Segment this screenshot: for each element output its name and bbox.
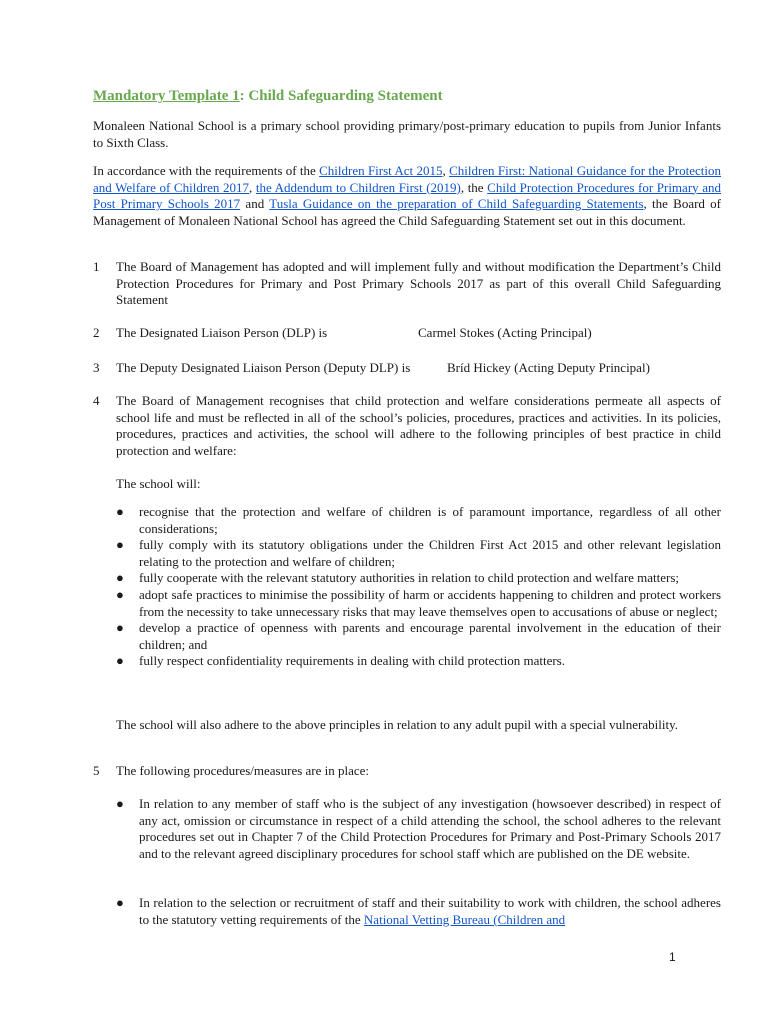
dlp-value: Carmel Stokes (Acting Principal): [418, 325, 592, 340]
bullet-icon: ●: [116, 653, 124, 669]
accordance-text: , the: [460, 179, 488, 195]
accordance-paragraph: [93, 163, 721, 229]
list-item: [93, 653, 721, 670]
bullet-icon: ●: [116, 586, 124, 602]
dlp-label: The Designated Liaison Person (DLP) is: [116, 325, 328, 340]
accordance-text: ,: [442, 163, 450, 178]
page-number: 1: [669, 950, 676, 964]
accordance-text: In accordance with the requirements of the: [93, 163, 320, 178]
measures-bullet-1: [93, 796, 721, 862]
list-item: [93, 895, 721, 928]
bullet-text: fully cooperate with the relevant statutory authorities in relation to child protection and welfare matters;: [139, 570, 680, 586]
item-text: The Board of Management recognises that child protection and welfare considerations permeate all aspects of school life and must be reflected in all of the school’s policies, procedures, practices and activities. In its policies, procedures, practices and activities, the school will adhere to the following principles of best practice in child protection and welfare:: [116, 393, 721, 458]
bullet-text: develop a practice of openness with parents and encourage parental involvement in the education of their children; and: [139, 620, 721, 652]
accordance-text: ,: [249, 179, 256, 195]
school-will-text: The school will:: [116, 476, 201, 491]
template-label: Mandatory Template 1: [93, 88, 240, 104]
bullet-text: In relation to any member of staff who is the subject of any investigation (howsoever described) in respect of any act, omission or circumstance in respect of a child attending the school, the school adheres to the relevant procedures set out in Chapter 7 of the Child Protection Procedures for Primary and Post-Primary Schools 2017 and to the relevant agreed disciplinary procedures for school staff which are published on the DE website.: [139, 796, 721, 861]
item-text: The Board of Management has adopted and will implement fully and without modification the Department’s Child Protection Procedures for Primary and Post Primary Schools 2017 as part of this overall Child Safeguarding Statement: [116, 259, 721, 308]
page-title: [93, 88, 443, 105]
link-tusla-guidance[interactable]: Tusla Guidance on the preparation of Child Safeguarding Statements: [269, 196, 644, 212]
principles-list: [93, 504, 721, 670]
measures-bullet-2: [93, 895, 721, 928]
list-item: [93, 504, 721, 537]
link-addendum[interactable]: the Addendum to Children First (2019): [255, 179, 461, 195]
item-number: 3: [93, 360, 100, 375]
bullet-text: recognise that the protection and welfare of children is of paramount importance, regardless of all other considerations;: [139, 504, 721, 536]
list-item: [93, 537, 721, 570]
item-number: 2: [93, 325, 100, 340]
list-item: [93, 570, 721, 587]
bullet-icon: ●: [116, 537, 124, 553]
bullet-icon: ●: [116, 895, 124, 910]
bullet-icon: ●: [116, 796, 124, 811]
link-children-first-act[interactable]: Children First Act 2015: [319, 163, 443, 178]
bullet-text: adopt safe practices to minimise the possibility of harm or accidents happening to children and protect workers from the necessity to take unnecessary risks that may leave themselves open to accusations of abuse or neglect;: [139, 586, 721, 619]
title-text: : Child Safeguarding Statement: [239, 88, 443, 104]
list-item: [93, 620, 721, 653]
item-number: 5: [93, 763, 100, 778]
list-item: [93, 587, 721, 620]
list-item: [93, 796, 721, 862]
accordance-text: and: [240, 196, 270, 212]
accordance-text: , the Board of Management of Monaleen National School has agreed the Child Safeguarding Statement set out in this document.: [93, 196, 722, 228]
link-child-protection-procedures[interactable]: Child Protection Procedures for Primary and Post Primary Schools 2017: [93, 179, 722, 212]
item-number: 1: [93, 259, 100, 274]
deputy-dlp-value: Bríd Hickey (Acting Deputy Principal): [447, 360, 650, 375]
link-national-guidance[interactable]: Children First: National Guidance for the Protection and Welfare of Children 2017: [93, 163, 721, 195]
deputy-dlp-label: The Deputy Designated Liaison Person (Deputy DLP) is: [116, 360, 411, 375]
bullet-text: fully comply with its statutory obligations under the Children First Act 2015 and other relevant legislation relating to the protection and welfare of children;: [139, 537, 721, 569]
item-text: The following procedures/measures are in place:: [116, 763, 370, 778]
intro-text: Monaleen National School is a primary school providing primary/post-primary education to pupils from Junior Infants to Sixth Class.: [93, 118, 721, 150]
bullet-icon: ●: [116, 620, 124, 636]
intro-paragraph: [93, 118, 721, 151]
adult-pupil-text: The school will also adhere to the above principles in relation to any adult pupil with a special vulnerability.: [116, 717, 678, 732]
bullet-icon: ●: [116, 504, 124, 519]
bullet-text: fully respect confidentiality requirements in dealing with child protection matters.: [139, 653, 565, 669]
link-national-vetting-bureau[interactable]: National Vetting Bureau (Children and: [363, 911, 566, 927]
bullet-text: In relation to the selection or recruitment of staff and their suitability to work with children, the school adheres to the statutory vetting requirements of the: [139, 895, 721, 927]
bullet-icon: ●: [116, 570, 124, 586]
item-number: 4: [93, 393, 100, 408]
